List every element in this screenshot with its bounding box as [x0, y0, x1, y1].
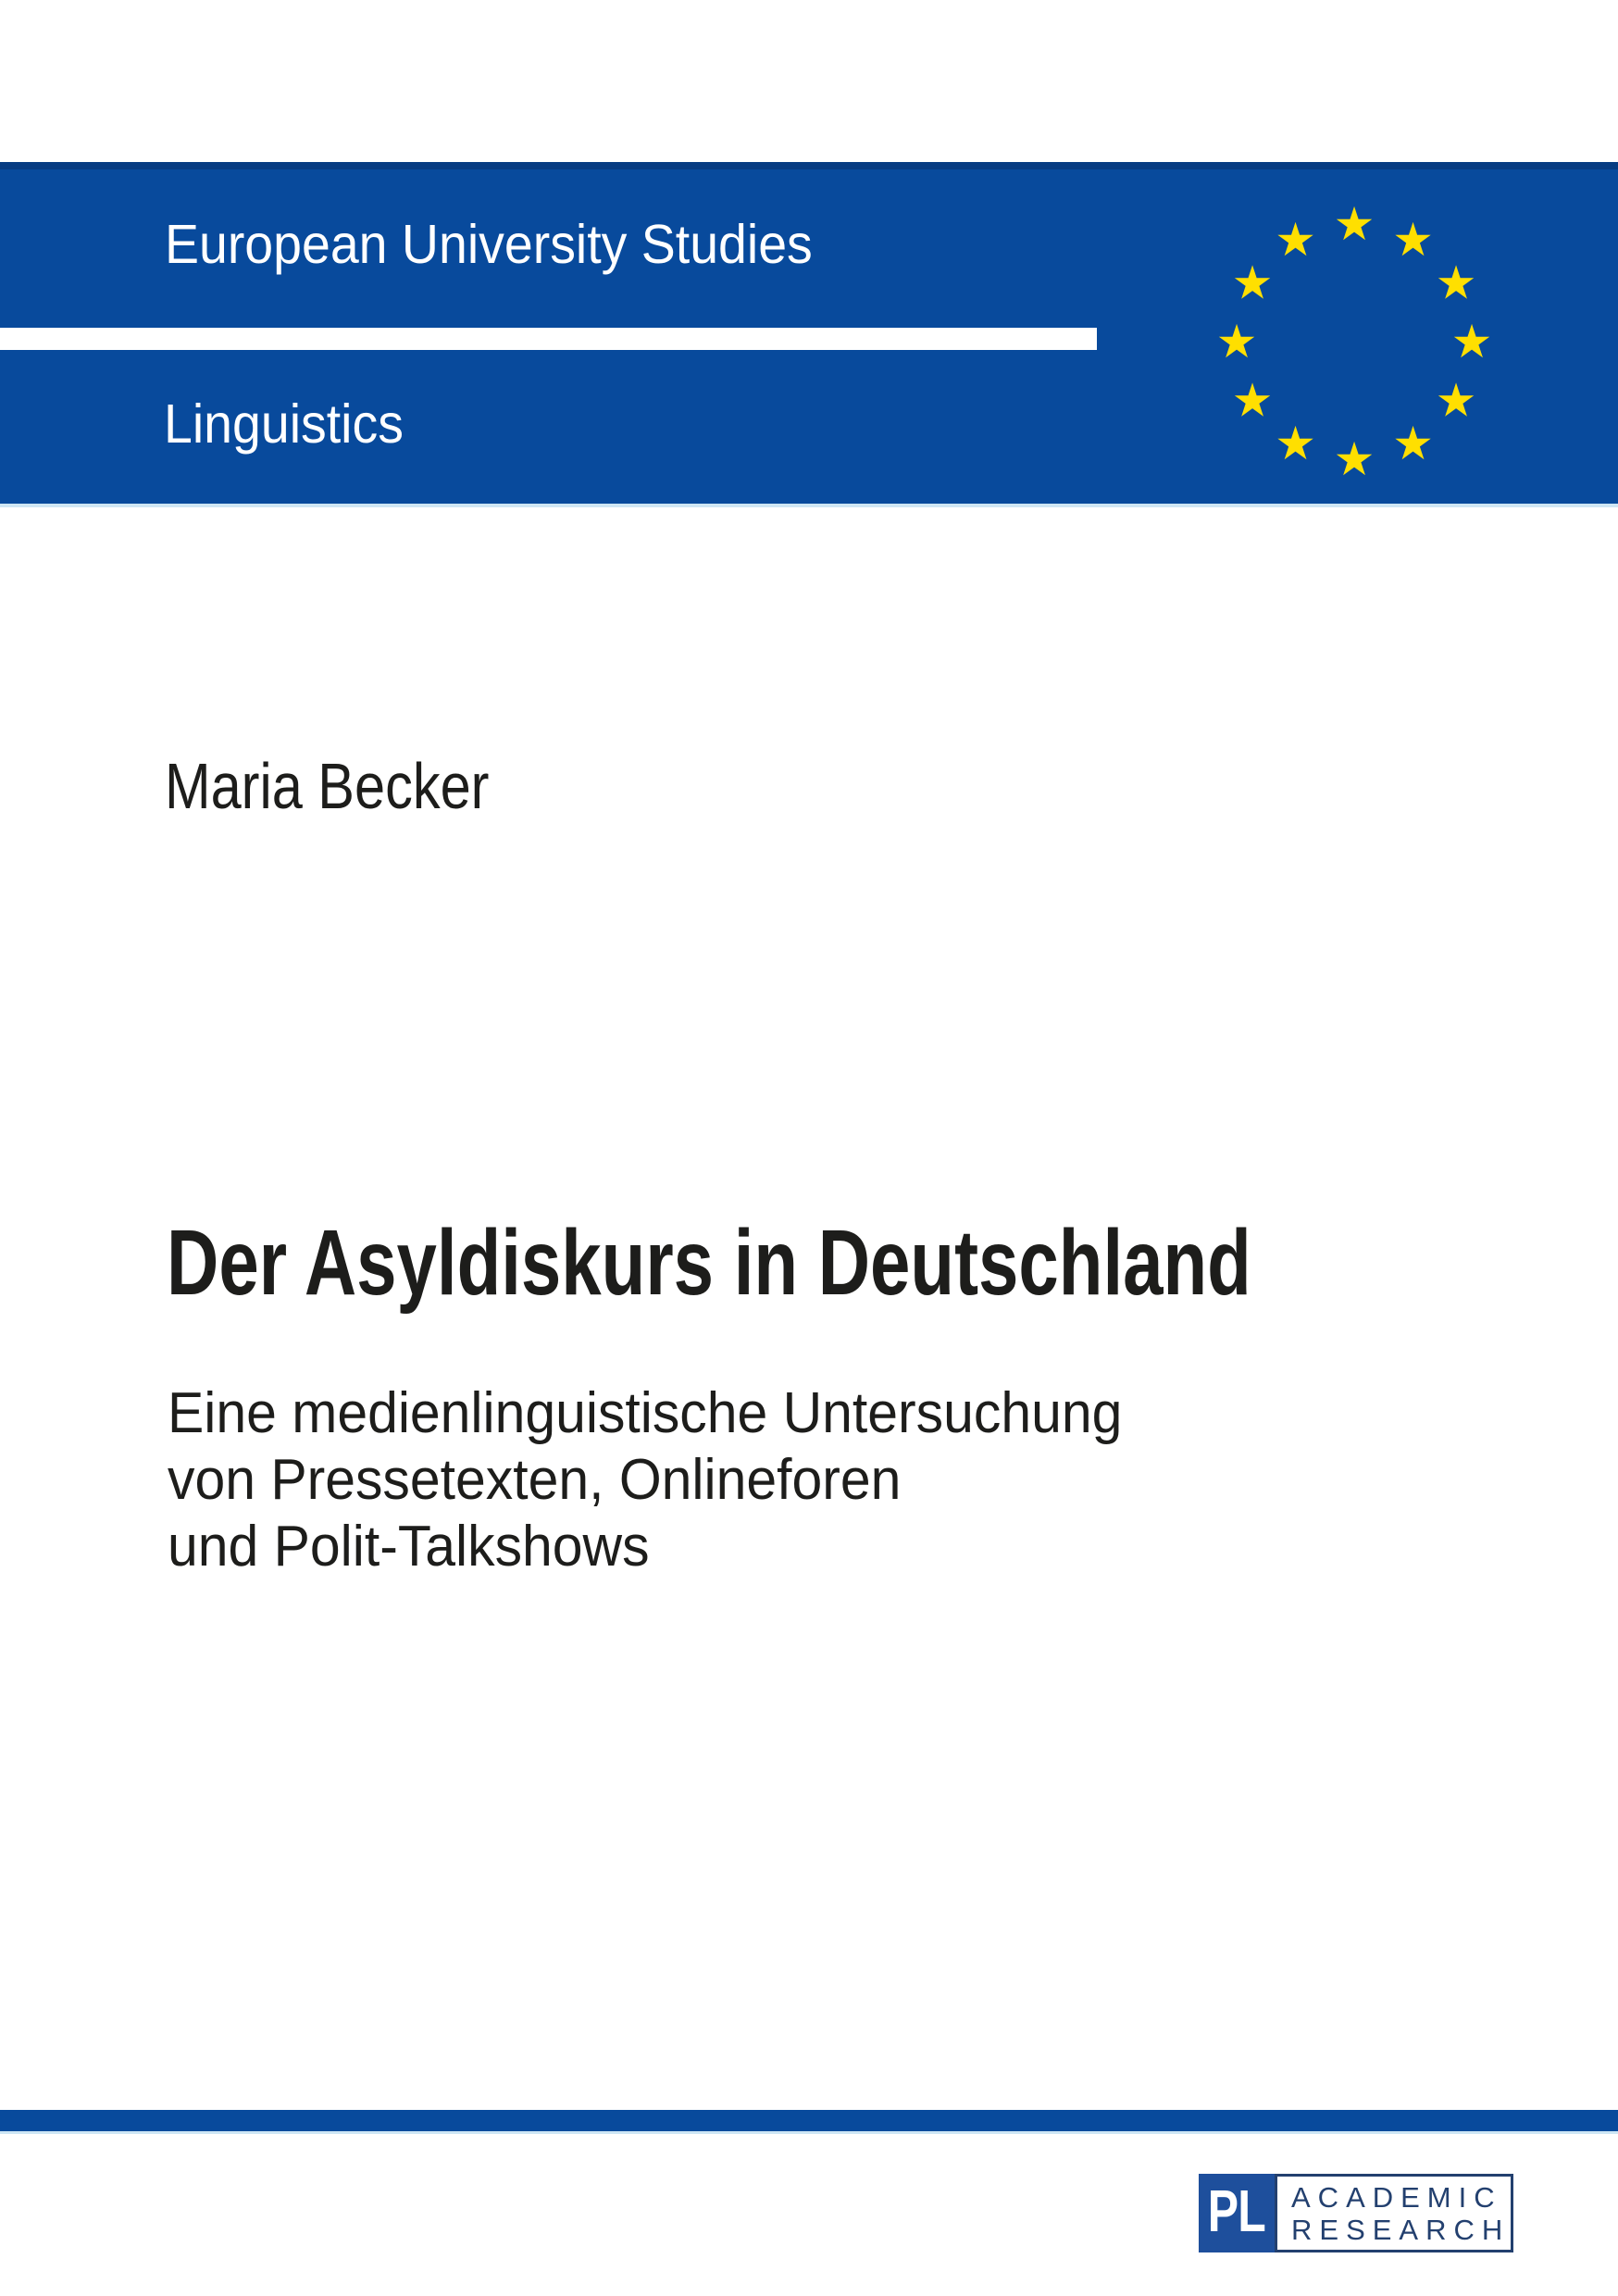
- book-subtitle: [168, 1380, 1122, 1580]
- eu-star-icon: ★: [1333, 197, 1375, 251]
- eu-star-icon: ★: [1333, 432, 1375, 486]
- eu-star-icon: ★: [1215, 315, 1258, 368]
- book-subtitle-line: Eine medienlinguistische Untersuchung: [168, 1381, 1123, 1445]
- eu-star-icon: ★: [1231, 256, 1274, 310]
- publisher-logo: [1199, 2174, 1513, 2252]
- eu-star-icon: ★: [1435, 256, 1477, 310]
- series-title: European University Studies: [165, 214, 813, 275]
- eu-star-icon: ★: [1275, 213, 1316, 268]
- publisher-name-line1: ACADEMIC: [1291, 2180, 1502, 2214]
- publisher-name-box: [1275, 2174, 1513, 2252]
- series-divider-rule: [0, 328, 1097, 350]
- publisher-monogram: PL: [1207, 2177, 1266, 2244]
- publisher-monogram-badge: [1199, 2174, 1275, 2252]
- eu-star-icon: ★: [1275, 416, 1316, 470]
- eu-star-icon: ★: [1231, 373, 1274, 428]
- publisher-name-line2: RESEARCH: [1291, 2213, 1511, 2246]
- eu-star-icon: ★: [1450, 315, 1493, 368]
- eu-star-icon: ★: [1392, 213, 1434, 268]
- footer-stripe: [0, 2110, 1618, 2134]
- eu-star-icon: ★: [1392, 416, 1434, 470]
- author-name: Maria Becker: [165, 750, 490, 822]
- subseries-title: Linguistics: [164, 393, 404, 455]
- eu-star-icon: ★: [1435, 373, 1477, 428]
- book-subtitle-line: von Pressetexten, Onlineforen: [168, 1448, 902, 1512]
- book-title: Der Asyldiskurs in Deutschland: [167, 1211, 1251, 1315]
- book-subtitle-line: und Polit-Talkshows: [168, 1515, 650, 1578]
